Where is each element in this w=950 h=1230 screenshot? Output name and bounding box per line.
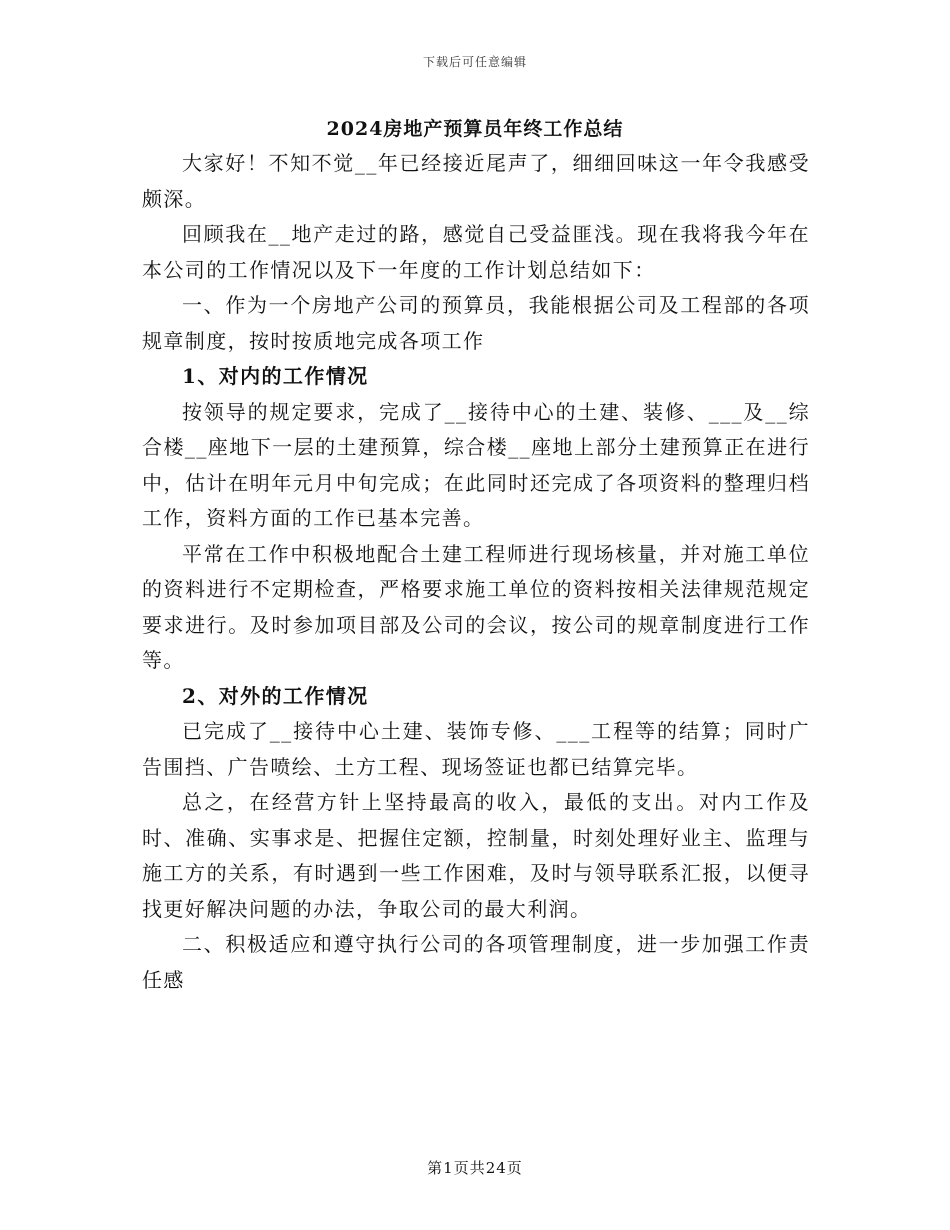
paragraph: 已完成了__接待中心土建、装饰专修、___工程等的结算；同时广告围挡、广告喷绘、土方工程、现场签证也都已结算完毕。 bbox=[142, 719, 810, 779]
paragraph: 按领导的规定要求，完成了__接待中心的土建、装修、___及__综合楼__座地下一层的土建预算，综合楼__座地上部分土建预算正在进行中，估计在明年元月中旬完成；在此同时还完成了各项资料的整理归档工作，资料方面的工作已基本完善。 bbox=[142, 399, 810, 530]
document-title: 2024房地产预算员年终工作总结 bbox=[326, 118, 624, 140]
paragraph: 大家好！不知不觉__年已经接近尾声了，细细回味这一年令我感受颇深。 bbox=[142, 151, 810, 211]
paragraph: 总之，在经营方针上坚持最高的收入，最低的支出。对内工作及时、准确、实事求是、把握住定额，控制量，时刻处理好业主、监理与施工方的关系，有时遇到一些工作困难，及时与领导联系汇报，以便寻找更好解决问题的办法，争取公司的最大利润。 bbox=[142, 790, 810, 921]
paragraph: 平常在工作中积极地配合土建工程师进行现场核量，并对施工单位的资料进行不定期检查，严格要求施工单位的资料按相关法律规范规定要求进行。及时参加项目部及公司的会议，按公司的规章制度进行工作等。 bbox=[142, 541, 810, 672]
page-number-footer: 第1页共24页 bbox=[427, 1159, 523, 1177]
header-note: 下载后可任意编辑 bbox=[422, 55, 527, 69]
paragraph: 回顾我在__地产走过的路，感觉自己受益匪浅。现在我将我今年在本公司的工作情况以及下一年度的工作计划总结如下： bbox=[142, 222, 810, 282]
section-heading: 2、对外的工作情况 bbox=[182, 683, 369, 708]
section-heading: 1、对内的工作情况 bbox=[182, 364, 369, 388]
paragraph: 一、作为一个房地产公司的预算员，我能根据公司及工程部的各项规章制度，按时按质地完成各项工作 bbox=[142, 293, 810, 353]
document-body bbox=[142, 146, 810, 998]
paragraph: 二、积极适应和遵守执行公司的各项管理制度，进一步加强工作责任感 bbox=[142, 932, 810, 992]
